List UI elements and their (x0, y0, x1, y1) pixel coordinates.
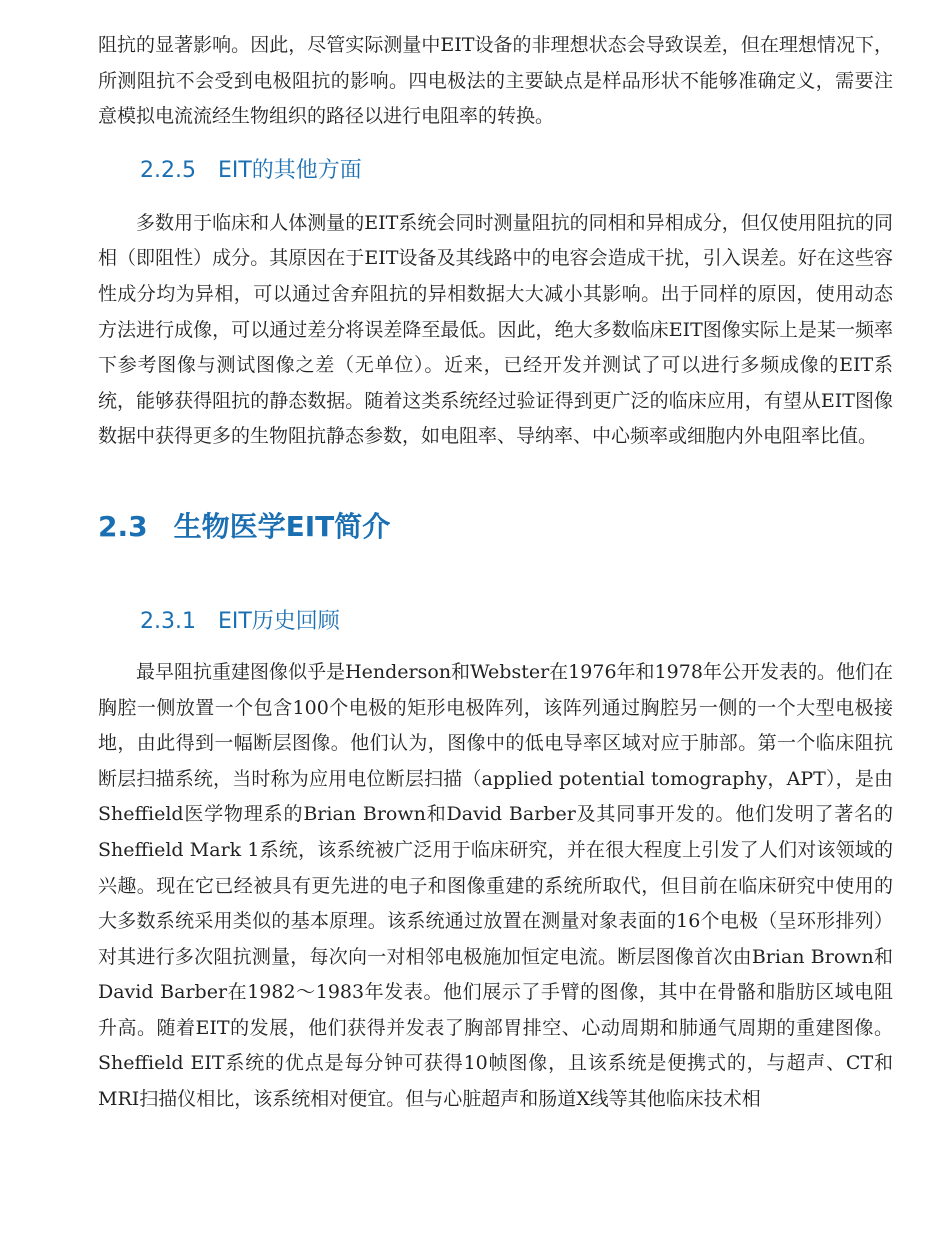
section-title: 生物医学EIT简介 (173, 509, 391, 543)
body-paragraph-2-3-1: 最早阻抗重建图像似乎是Henderson和Webster在1976年和1978年公开发表的。他们在胸腔一侧放置一个包含100个电极的矩形电极阵列，该阵列通过胸腔另一侧的一个大型电极接地，由此得到一幅断层图像。他们认为，图像中的低电导率区域对应于肺部。第一个临床阻抗断层扫描系统，当时称为应用电位断层扫描（applied potential tomography，APT），是由Sheffield医学物理系的Brian Brown和David Barber及其同事开发的。他们发明了著名的Sheffield Mark 1系统，该系统被广泛用于临床研究，并在很大程度上引发了人们对该领域的兴趣。现在它已经被具有更先进的电子和图像重建的系统所取代，但目前在临床研究中使用的大多数系统采用类似的基本原理。该系统通过放置在测量对象表面的16个电极（呈环形排列）对其进行多次阻抗测量，每次向一对相邻电极施加恒定电流。断层图像首次由Brian Brown和David Barber在1982～1983年发表。他们展示了手臂的图像，其中在骨骼和脂肪区域电阻升高。随着EIT的发展，他们获得并发表了胸部胃排空、心动周期和肺通气周期的重建图像。Sheffield EIT系统的优点是每分钟可获得10帧图像，且该系统是便携式的，与超声、CT和MRI扫描仪相比，该系统相对便宜。但与心脏超声和肠道X线等其他临床技术相 (98, 660, 893, 1111)
section-number: 2.2.5 (140, 157, 196, 183)
section-title: EIT历史回顾 (217, 608, 340, 634)
section-title: EIT的其他方面 (217, 157, 362, 183)
section-number: 2.3 (98, 509, 148, 543)
page-content (98, 28, 893, 1118)
section-number: 2.3.1 (140, 608, 196, 634)
body-paragraph-intro: 阻抗的显著影响。因此，尽管实际测量中EIT设备的非理想状态会导致误差，但在理想情况下，所测阻抗不会受到电极阻抗的影响。四电极法的主要缺点是样品形状不能够准确定义，需要注意模拟电流流经生物组织的路径以进行电阻率的转换。 (98, 34, 893, 128)
body-paragraph-2-2-5: 多数用于临床和人体测量的EIT系统会同时测量阻抗的同相和异相成分，但仅使用阻抗的同相（即阻性）成分。其原因在于EIT设备及其线路中的电容会造成干扰，引入误差。好在这些容性成分均为异相，可以通过舍弃阻抗的异相数据大大减小其影响。出于同样的原因，使用动态方法进行成像，可以通过差分将误差降至最低。因此，绝大多数临床EIT图像实际上是某一频率下参考图像与测试图像之差（无单位）。近来，已经开发并测试了可以进行多频成像的EIT系统，能够获得阻抗的静态数据。随着这类系统经过验证得到更广泛的临床应用，有望从EIT图像数据中获得更多的生物阻抗静态参数，如电阻率、导纳率、中心频率或细胞内外电阻率比值。 (98, 211, 893, 448)
section-heading-2-3-1 (98, 607, 893, 637)
section-heading-2-2-5 (98, 156, 893, 186)
section-heading-2-3 (98, 509, 893, 545)
